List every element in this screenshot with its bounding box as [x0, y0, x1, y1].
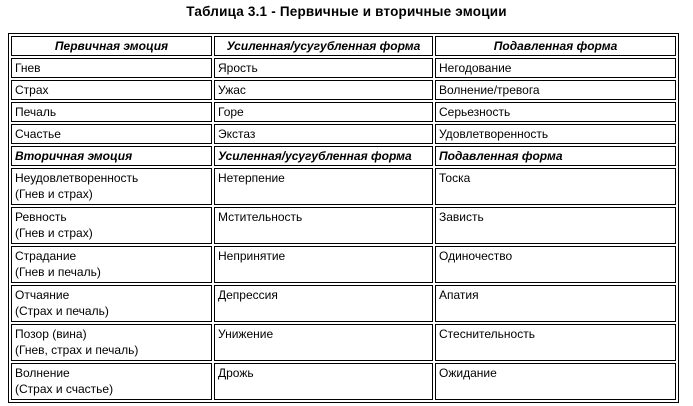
secondary-header-row	[11, 146, 676, 166]
emotion-components: (Страх и печаль)	[15, 304, 109, 318]
table-row	[11, 168, 676, 205]
header-suppressed-form: Подавленная форма	[435, 36, 676, 56]
header-intensified-form: Усиленная/усугубленная форма	[214, 36, 433, 56]
table-row	[11, 80, 676, 100]
intensified-cell: Нетерпение	[214, 168, 433, 205]
emotion-cell: Гнев	[11, 58, 212, 78]
intensified-cell: Унижение	[214, 324, 433, 361]
emotion-name: Страдание	[15, 249, 77, 263]
emotion-cell: Печаль	[11, 102, 212, 122]
header-intensified-form-secondary: Усиленная/усугубленная форма	[214, 146, 433, 166]
emotion-components: (Страх и счастье)	[15, 382, 114, 396]
emotion-cell	[11, 285, 212, 322]
table-row	[11, 246, 676, 283]
table-row	[11, 324, 676, 361]
intensified-cell: Ярость	[214, 58, 433, 78]
primary-header-row	[11, 36, 676, 56]
suppressed-cell: Тоска	[435, 168, 676, 205]
suppressed-cell: Зависть	[435, 207, 676, 244]
intensified-cell: Экстаз	[214, 124, 433, 144]
emotion-cell: Счастье	[11, 124, 212, 144]
emotion-cell	[11, 246, 212, 283]
emotion-name: Волнение	[15, 366, 70, 380]
intensified-cell: Дрожь	[214, 363, 433, 400]
intensified-cell: Ужас	[214, 80, 433, 100]
header-secondary-emotion: Вторичная эмоция	[11, 146, 212, 166]
intensified-cell: Горе	[214, 102, 433, 122]
emotion-cell	[11, 363, 212, 400]
table-row	[11, 58, 676, 78]
intensified-cell: Мстительность	[214, 207, 433, 244]
emotion-cell: Страх	[11, 80, 212, 100]
suppressed-cell: Удовлетворенность	[435, 124, 676, 144]
emotion-name: Отчаяние	[15, 288, 70, 302]
suppressed-cell: Одиночество	[435, 246, 676, 283]
table-row	[11, 207, 676, 244]
emotion-cell	[11, 324, 212, 361]
emotion-cell	[11, 168, 212, 205]
table-row	[11, 285, 676, 322]
header-suppressed-form-secondary: Подавленная форма	[435, 146, 676, 166]
table-caption: Таблица 3.1 - Первичные и вторичные эмоции	[186, 4, 507, 19]
emotion-name: Неудовлетворенность	[15, 171, 139, 185]
emotions-table	[8, 33, 679, 403]
intensified-cell: Непринятие	[214, 246, 433, 283]
table-row	[11, 102, 676, 122]
suppressed-cell: Негодование	[435, 58, 676, 78]
suppressed-cell: Апатия	[435, 285, 676, 322]
suppressed-cell: Серьезность	[435, 102, 676, 122]
table-row	[11, 124, 676, 144]
emotion-cell	[11, 207, 212, 244]
suppressed-cell: Волнение/тревога	[435, 80, 676, 100]
emotion-name: Ревность	[15, 210, 67, 224]
emotion-components: (Гнев и печаль)	[15, 265, 101, 279]
intensified-cell: Депрессия	[214, 285, 433, 322]
table-row	[11, 363, 676, 400]
header-primary-emotion: Первичная эмоция	[11, 36, 212, 56]
emotion-components: (Гнев и страх)	[15, 226, 93, 240]
suppressed-cell: Стеснительность	[435, 324, 676, 361]
emotion-name: Позор (вина)	[15, 327, 87, 341]
emotion-components: (Гнев и страх)	[15, 187, 93, 201]
suppressed-cell: Ожидание	[435, 363, 676, 400]
emotion-components: (Гнев, страх и печаль)	[15, 343, 139, 357]
